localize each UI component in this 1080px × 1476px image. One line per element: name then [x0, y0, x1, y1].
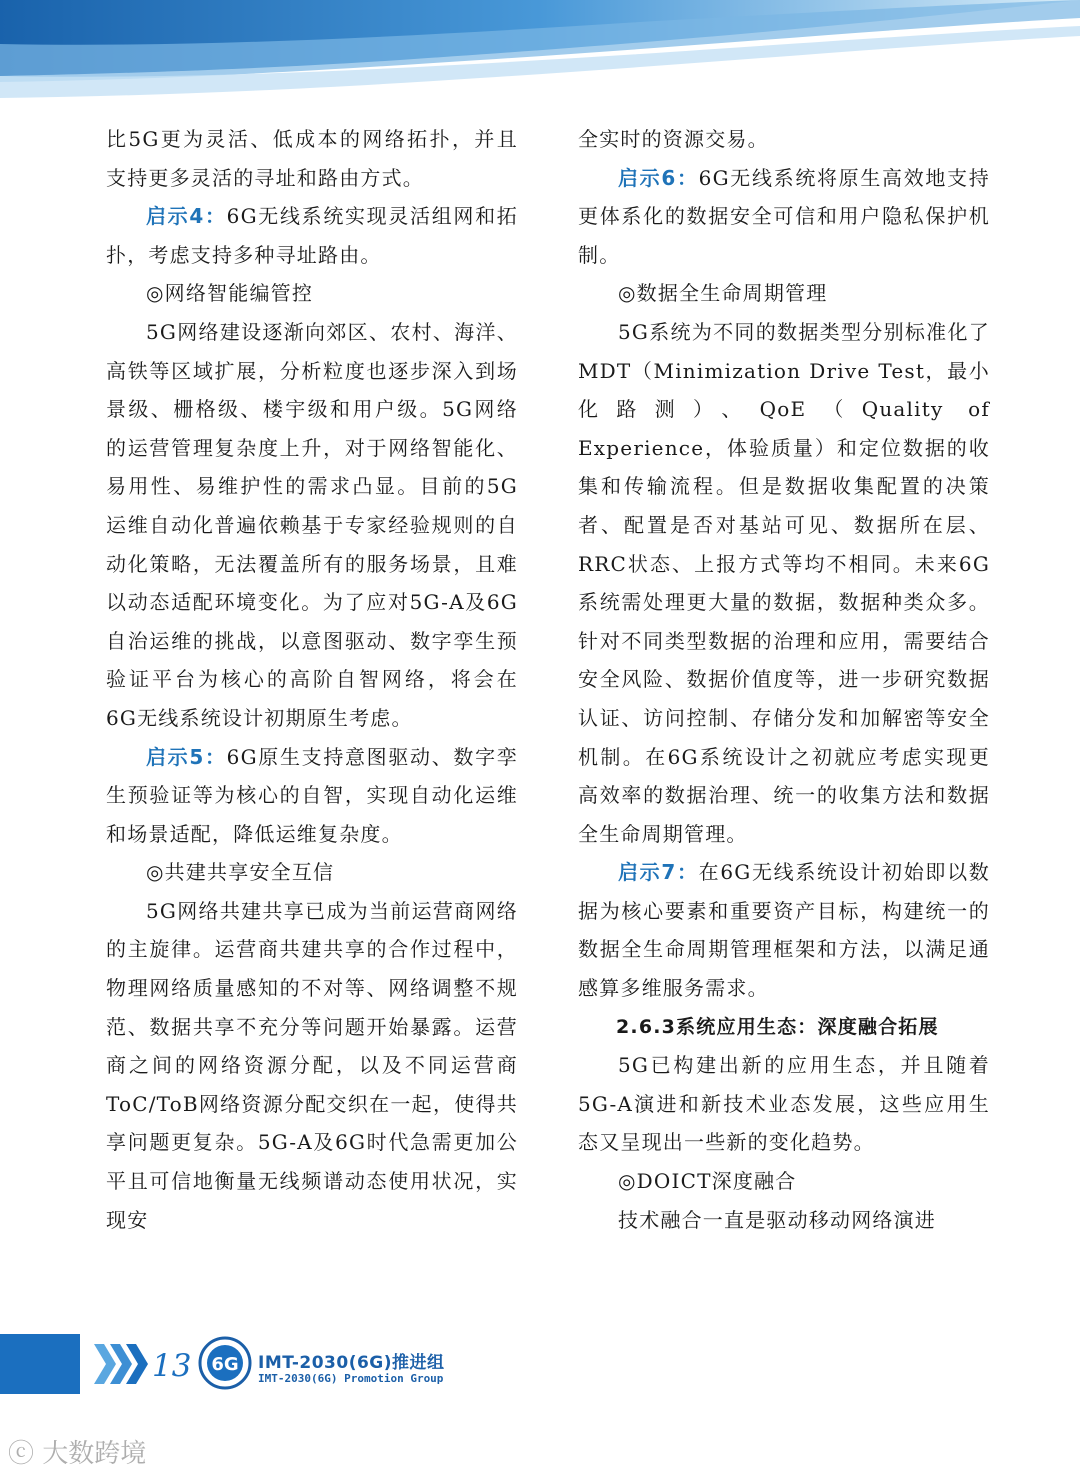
insight-4 — [106, 197, 518, 274]
insight-text: 在6G无线系统设计初始即以数据为核心要素和重要资产目标，构建统一的数据全生命周期管理框架和方法，以满足通感算多维服务需求。 — [578, 860, 990, 1001]
left-column — [106, 120, 518, 1239]
insight-text: 6G无线系统将原生高效地支持更体系化的数据安全可信和用户隐私保护机制。 — [578, 165, 990, 267]
insight-label: 启示4： — [146, 204, 227, 229]
body-paragraph: 5G系统为不同的数据类型分别标准化了MDT（Minimization Drive Test，最小化路测）、QoE（Quality of Experience，体验质量）和定位数据的收集和传输流程。但是数据收集配置的决策者、配置是否对基站可见、数据所在层、RRC状态、上报方式等均不相同。未来6G系统需处理更大量的数据，数据种类众多。针对不同类型数据的治理和应用，需要结合安全风险、数据价值度等，进一步研究数据认证、访问控制、存储分发和加解密等安全机制。在6G系统设计之初就应考虑实现更高效率的数据治理、统一的收集方法和数据全生命周期管理。 — [578, 319, 990, 846]
section-heading: 2.6.3系统应用生态：深度融合拓展 — [616, 1015, 939, 1038]
imt2030-logo-icon — [198, 1336, 252, 1390]
insight-label: 启示5： — [146, 744, 227, 769]
org-name-cn: IMT-2030(6G)推进组 — [258, 1353, 445, 1373]
body-paragraph: 5G网络共建共享已成为当前运营商网络的主旋律。运营商共建共享的合作过程中，物理网络质量感知的不对等、网络调整不规范、数据共享不充分等问题开始暴露。运营商之间的网络资源分配，以及不同运营商ToC/ToB网络资源分配交织在一起，使得共享问题更复杂。5G-A及6G时代急需更加公平且可信地衡量无线频谱动态使用状况，实现安 — [106, 898, 518, 1232]
watermark-text: 大数跨境 — [42, 1439, 147, 1469]
watermark — [8, 1433, 146, 1470]
footer-accent-bar — [0, 1334, 80, 1394]
body-paragraph: 5G网络建设逐渐向郊区、农村、海洋、高铁等区域扩展，分析粒度也逐步深入到场景级、栅格级、楼宇级和用户级。5G网络的运营管理复杂度上升，对于网络智能化、易用性、易维护性的需求凸显。目前的5G运维自动化普遍依赖基于专家经验规则的自动化策略，无法覆盖所有的服务场景，且难以动态适配环境变化。为了应对5G-A及6G自治运维的挑战，以意图驱动、数字孪生预验证平台为核心的高阶自智网络，将会在6G无线系统设计初期原生考虑。 — [106, 319, 518, 730]
subheading: ◎共建共享安全互信 — [146, 860, 335, 885]
watermark-logo-icon: ⓒ — [8, 1439, 35, 1469]
body-paragraph: 比5G更为灵活、低成本的网络拓扑，并且支持更多灵活的寻址和路由方式。 — [106, 127, 518, 190]
insight-text: 6G无线系统实现灵活组网和拓扑，考虑支持多种寻址路由。 — [106, 204, 518, 267]
subheading: ◎网络智能编管控 — [146, 281, 314, 306]
insight-text: 6G原生支持意图驱动、数字孪生预验证等为核心的自智，实现自动化运维和场景适配，降低运维复杂度。 — [106, 744, 518, 846]
right-column — [578, 120, 990, 1239]
header-wave-decoration — [0, 0, 1080, 110]
insight-7 — [578, 853, 990, 1007]
page-number: 13 — [152, 1348, 192, 1384]
subheading: ◎DOICT深度融合 — [618, 1169, 797, 1194]
insight-label: 启示6： — [618, 165, 699, 190]
org-name-en: IMT-2030(6G) Promotion Group — [258, 1372, 444, 1385]
insight-label: 启示7： — [618, 860, 699, 885]
insight-6 — [578, 159, 990, 275]
body-paragraph: 5G已构建出新的应用生态，并且随着5G-A演进和新技术业态发展，这些应用生态又呈现出一些新的变化趋势。 — [578, 1053, 990, 1155]
insight-5 — [106, 738, 518, 854]
logo-text: 6G — [211, 1354, 239, 1375]
body-paragraph: 全实时的资源交易。 — [578, 127, 769, 151]
chevron-right-icon — [94, 1340, 152, 1388]
subheading: ◎数据全生命周期管理 — [618, 281, 828, 306]
body-paragraph: 技术融合一直是驱动移动网络演进 — [618, 1207, 936, 1232]
page-footer — [0, 1318, 1080, 1476]
